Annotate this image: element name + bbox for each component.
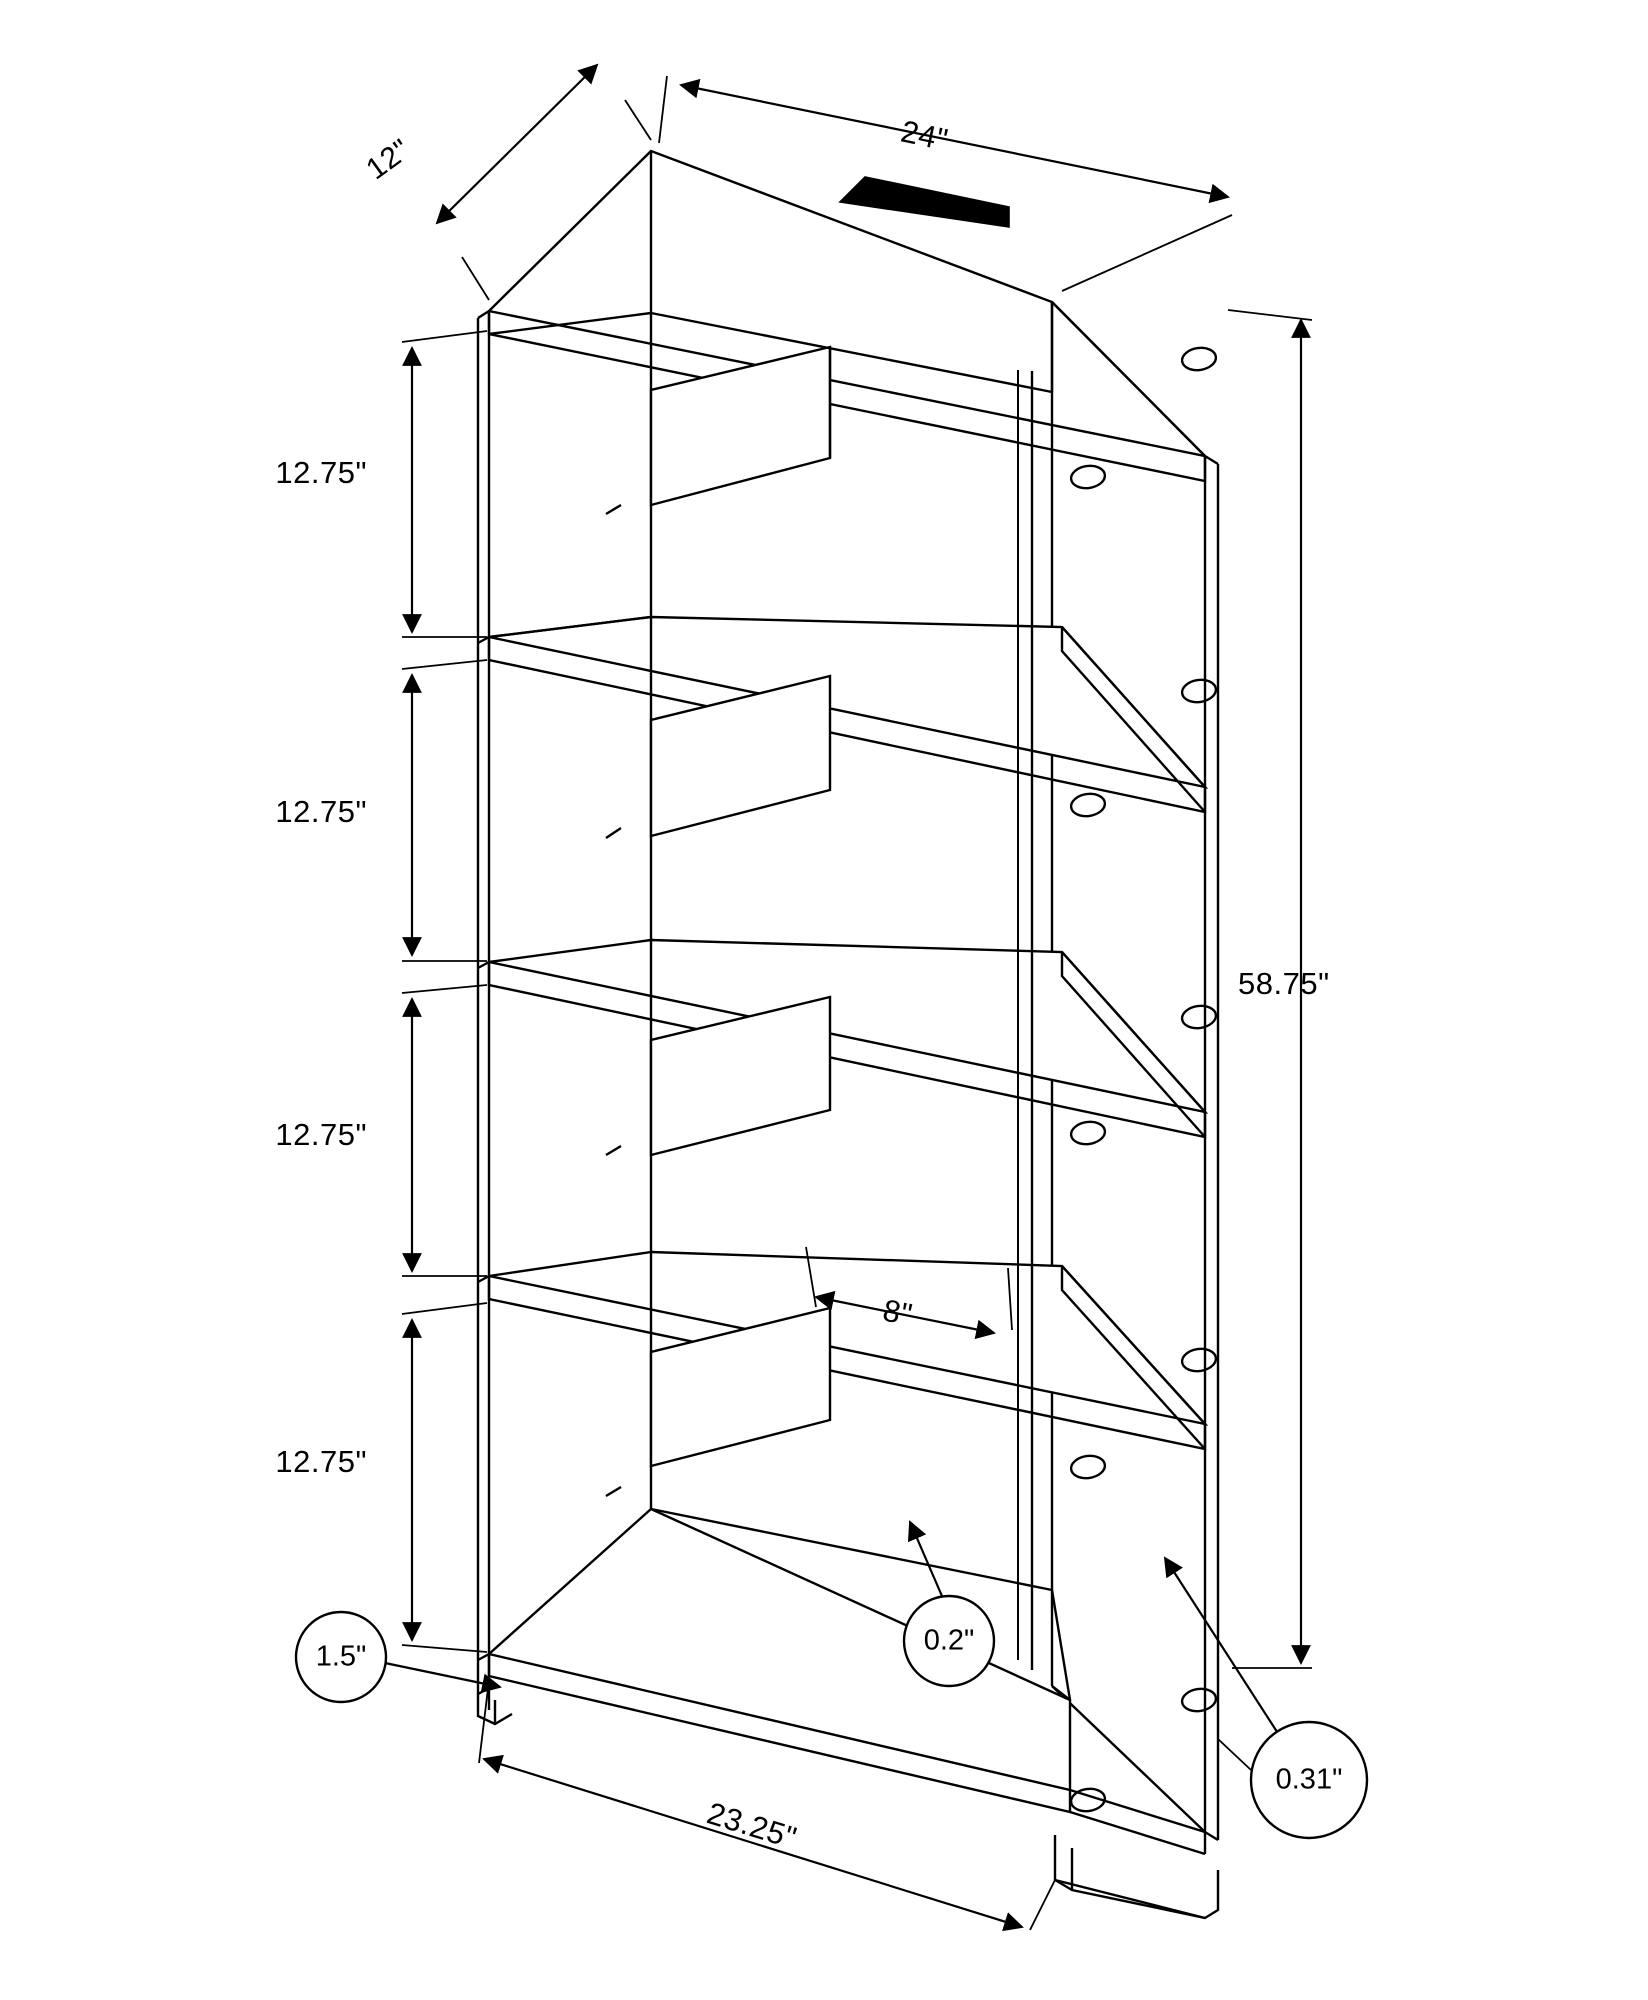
dimension-label-height: 58.75"	[1238, 966, 1330, 1001]
callout-label-panel-thickness: 0.2"	[923, 1624, 975, 1657]
dimension-label-center-panel: 8"	[880, 1292, 916, 1333]
callout-label-base-thickness: 0.31"	[1275, 1763, 1343, 1796]
dimension-label-gap-2: 12.75"	[275, 794, 367, 829]
dimension-label-inner-width: 23.25"	[703, 1795, 801, 1856]
dimension-label-depth: 12"	[360, 132, 417, 187]
dimension-label-gap-4: 12.75"	[275, 1444, 367, 1479]
callout-label-foot-height: 1.5"	[315, 1640, 367, 1673]
dimension-label-gap-1: 12.75"	[275, 455, 367, 490]
bookcase-geometry	[478, 151, 1218, 1918]
dimension-label-width: 24"	[897, 113, 952, 158]
dimension-label-gap-3: 12.75"	[275, 1117, 367, 1152]
